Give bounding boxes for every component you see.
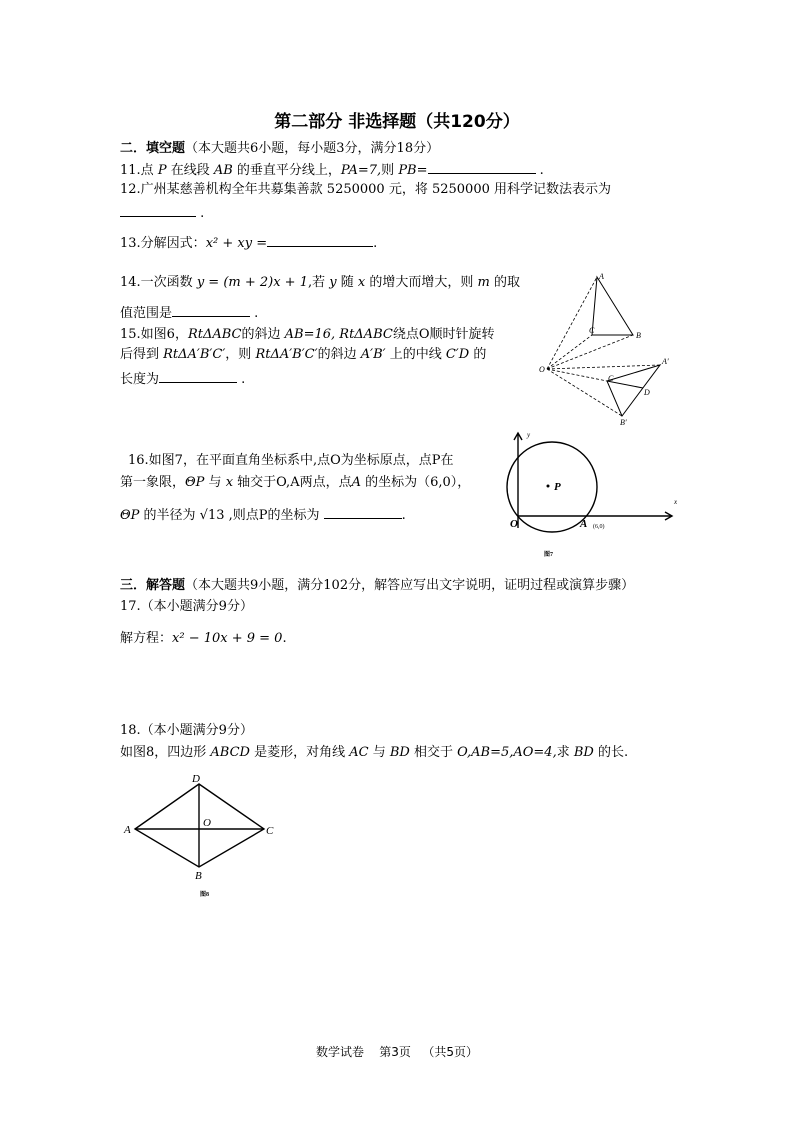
question-16: 16.如图7，在平面直角坐标系中,点O为坐标原点，点P在 — [128, 453, 454, 468]
q14-x: x — [357, 275, 366, 290]
q17-equation: x² − 10x + 9 = 0 — [172, 631, 283, 646]
fig8-label-c: C — [266, 825, 274, 837]
section-2-heading — [120, 140, 439, 158]
q16-text-a: 第一象限， — [120, 475, 186, 490]
q16-text-d: 的坐标为（6,0）， — [360, 475, 471, 490]
fig8-label-a: A — [124, 824, 131, 836]
q18-text-c: 与 — [368, 745, 390, 760]
q15-text-h: 的 — [469, 347, 487, 362]
question-16-line2 — [120, 474, 470, 492]
q15-text-c: 绕点O顺时针旋转 — [392, 327, 495, 342]
q15-text-g: 上的中线 — [385, 347, 446, 362]
footer-subject: 数学试卷 — [315, 1045, 364, 1059]
q18-text-d: 相交于 — [409, 745, 458, 760]
question-18-header: 18.（本小题满分9分） — [120, 723, 253, 738]
q15-triangle-4: RtΔA′B′C′ — [255, 347, 318, 362]
q11-pa: PA=7, — [340, 163, 382, 178]
q11-end: . — [535, 163, 544, 178]
fig7-label-x: x — [674, 498, 678, 506]
q18-diagonal-ac: AC — [349, 745, 369, 760]
fig8-label-o: O — [203, 817, 211, 829]
q16-x: x — [225, 475, 234, 490]
q14-function: y = (m + 2)x + 1 — [196, 275, 308, 290]
fig6-triangle-abc-rotated — [607, 365, 660, 416]
q12-answer-blank[interactable] — [120, 203, 196, 217]
figure-8 — [118, 770, 288, 900]
q13-expression: x² + xy = — [205, 236, 268, 251]
q14-m: m — [477, 275, 490, 290]
fig8-label-d: D — [192, 773, 200, 785]
q13-answer-blank[interactable] — [267, 233, 373, 247]
fig7-label-p: P — [554, 481, 561, 493]
q11-segment-ab: AB — [213, 163, 233, 178]
q15-text-a: 15.如图6， — [120, 327, 188, 342]
q16-text-b: 与 — [204, 475, 226, 490]
q15-text-b: 的斜边 — [241, 327, 285, 342]
q16-answer-blank[interactable] — [324, 505, 402, 519]
q16-circle-p: ΘP — [185, 475, 205, 490]
page-title: 第二部分 非选择题（共120分） — [274, 112, 520, 132]
fig7-caption: 图7 — [544, 552, 554, 558]
q18-diagonal-bd-2: BD — [573, 745, 594, 760]
q14-text-b: ,若 — [307, 275, 330, 290]
q14-text-e: 的取 — [489, 275, 520, 290]
fig8-caption: 图8 — [200, 892, 210, 898]
fig6-triangle-abc — [592, 277, 633, 335]
q14-text-d: 的增大而增大，则 — [365, 275, 478, 290]
fig6-label-d: D — [644, 388, 650, 397]
fig6-label-b-prime: B′ — [620, 418, 627, 427]
q15-ab: AB=16, — [284, 327, 336, 342]
q18-text-a: 如图8，四边形 — [120, 745, 211, 760]
q11-point-p: P — [157, 163, 167, 178]
q13-end: . — [373, 236, 378, 251]
q14-text-line2: 值范围是 — [120, 306, 173, 321]
fig7-label-a: A — [580, 518, 588, 530]
q15-text-line3: 长度为 — [120, 372, 160, 387]
q15-hypotenuse: A′B′ — [360, 347, 386, 362]
q13-text: 13.分解因式： — [120, 236, 206, 251]
q16-text-f: ,则点P的坐标为 — [224, 508, 324, 523]
section-2-title: 二．填空题 — [120, 141, 186, 156]
question-17 — [120, 630, 287, 648]
fig6-label-c: C — [589, 326, 595, 335]
fig7-center-p — [547, 485, 550, 488]
q12-end: . — [196, 206, 205, 221]
q11-text-a: 11.点 — [120, 163, 158, 178]
q14-text-c: 随 — [336, 275, 358, 290]
q18-text-e: 求 — [556, 745, 574, 760]
section-3-title: 三．解答题 — [120, 578, 186, 593]
q14-answer-blank[interactable] — [172, 303, 250, 317]
question-16-line3 — [120, 505, 406, 525]
q16-text-e: 的半径为 — [139, 508, 200, 523]
question-18 — [120, 744, 628, 762]
fig6-label-b: B — [636, 331, 641, 340]
q11-text-c: 的垂直平分线上， — [232, 163, 341, 178]
question-12: 12.广州某慈善机构全年共募集善款 5250000 元，将 5250000 用科学记数法表示为 — [120, 182, 611, 197]
q15-median: C′D — [445, 347, 470, 362]
section-3-note: （本大题共9小题，满分102分，解答应写出文字说明，证明过程或演算步骤） — [185, 578, 635, 593]
q17-text: 解方程： — [120, 631, 173, 646]
question-15-line2 — [120, 346, 486, 364]
q11-answer-blank[interactable] — [428, 160, 536, 174]
question-14-line2 — [120, 303, 258, 323]
q18-diagonal-bd: BD — [389, 745, 410, 760]
fig8-label-b: B — [195, 870, 202, 882]
q16-text-c: 轴交于O,A两点，点 — [233, 475, 352, 490]
question-17-header: 17.（本小题满分9分） — [120, 599, 253, 614]
fig7-label-coord: (6,0) — [593, 524, 605, 530]
fig7-label-y: y — [527, 431, 531, 439]
q15-text-f: 的斜边 — [317, 347, 361, 362]
q14-end: . — [250, 306, 259, 321]
fig7-label-o: O — [510, 518, 518, 530]
q16-end: . — [401, 508, 406, 523]
q15-triangle-2: RtΔABC — [339, 327, 393, 342]
q15-answer-blank[interactable] — [159, 369, 237, 383]
q14-text-a: 14.一次函数 — [120, 275, 197, 290]
q11-pb: PB= — [398, 163, 428, 178]
question-15 — [120, 326, 494, 344]
q11-text-d: 则 — [381, 163, 399, 178]
q16-point-a: A — [351, 475, 361, 490]
question-13 — [120, 233, 377, 253]
fig6-label-a-prime: A′ — [662, 357, 669, 366]
q11-text-b: 在线段 — [166, 163, 214, 178]
footer-page-number: 第3页 — [379, 1045, 411, 1059]
q15-triangle-3: RtΔA′B′C′ — [163, 347, 226, 362]
q14-y: y — [329, 275, 337, 290]
q18-text-f: 的长. — [593, 745, 629, 760]
q16-circle-p-2: ΘP — [120, 508, 140, 523]
fig6-label-o: O — [539, 365, 545, 374]
q15-end: . — [237, 372, 246, 387]
q18-text-b: 是菱形，对角线 — [249, 745, 350, 760]
question-11 — [120, 160, 544, 180]
question-15-line3 — [120, 369, 245, 389]
fig6-label-c-prime: C — [608, 374, 614, 383]
footer-total-pages: （共5页） — [422, 1045, 478, 1059]
question-14 — [120, 274, 520, 292]
section-2-note: （本大题共6小题，每小题3分，满分18分） — [185, 141, 440, 156]
question-12-line2 — [120, 203, 204, 223]
q18-values: O,AB=5,AO=4, — [457, 745, 557, 760]
q15-text-d: 后得到 — [120, 347, 164, 362]
page-footer — [0, 1043, 794, 1060]
fig6-label-a: A — [599, 272, 604, 281]
q18-quad: ABCD — [210, 745, 250, 760]
q17-end: . — [282, 631, 287, 646]
figure-7 — [500, 428, 682, 558]
section-3-heading — [120, 577, 634, 595]
q15-text-e: ，则 — [225, 347, 256, 362]
q15-triangle-1: RtΔABC — [187, 327, 242, 342]
q16-radius: √13 — [199, 508, 225, 523]
figure-6 — [532, 268, 682, 430]
